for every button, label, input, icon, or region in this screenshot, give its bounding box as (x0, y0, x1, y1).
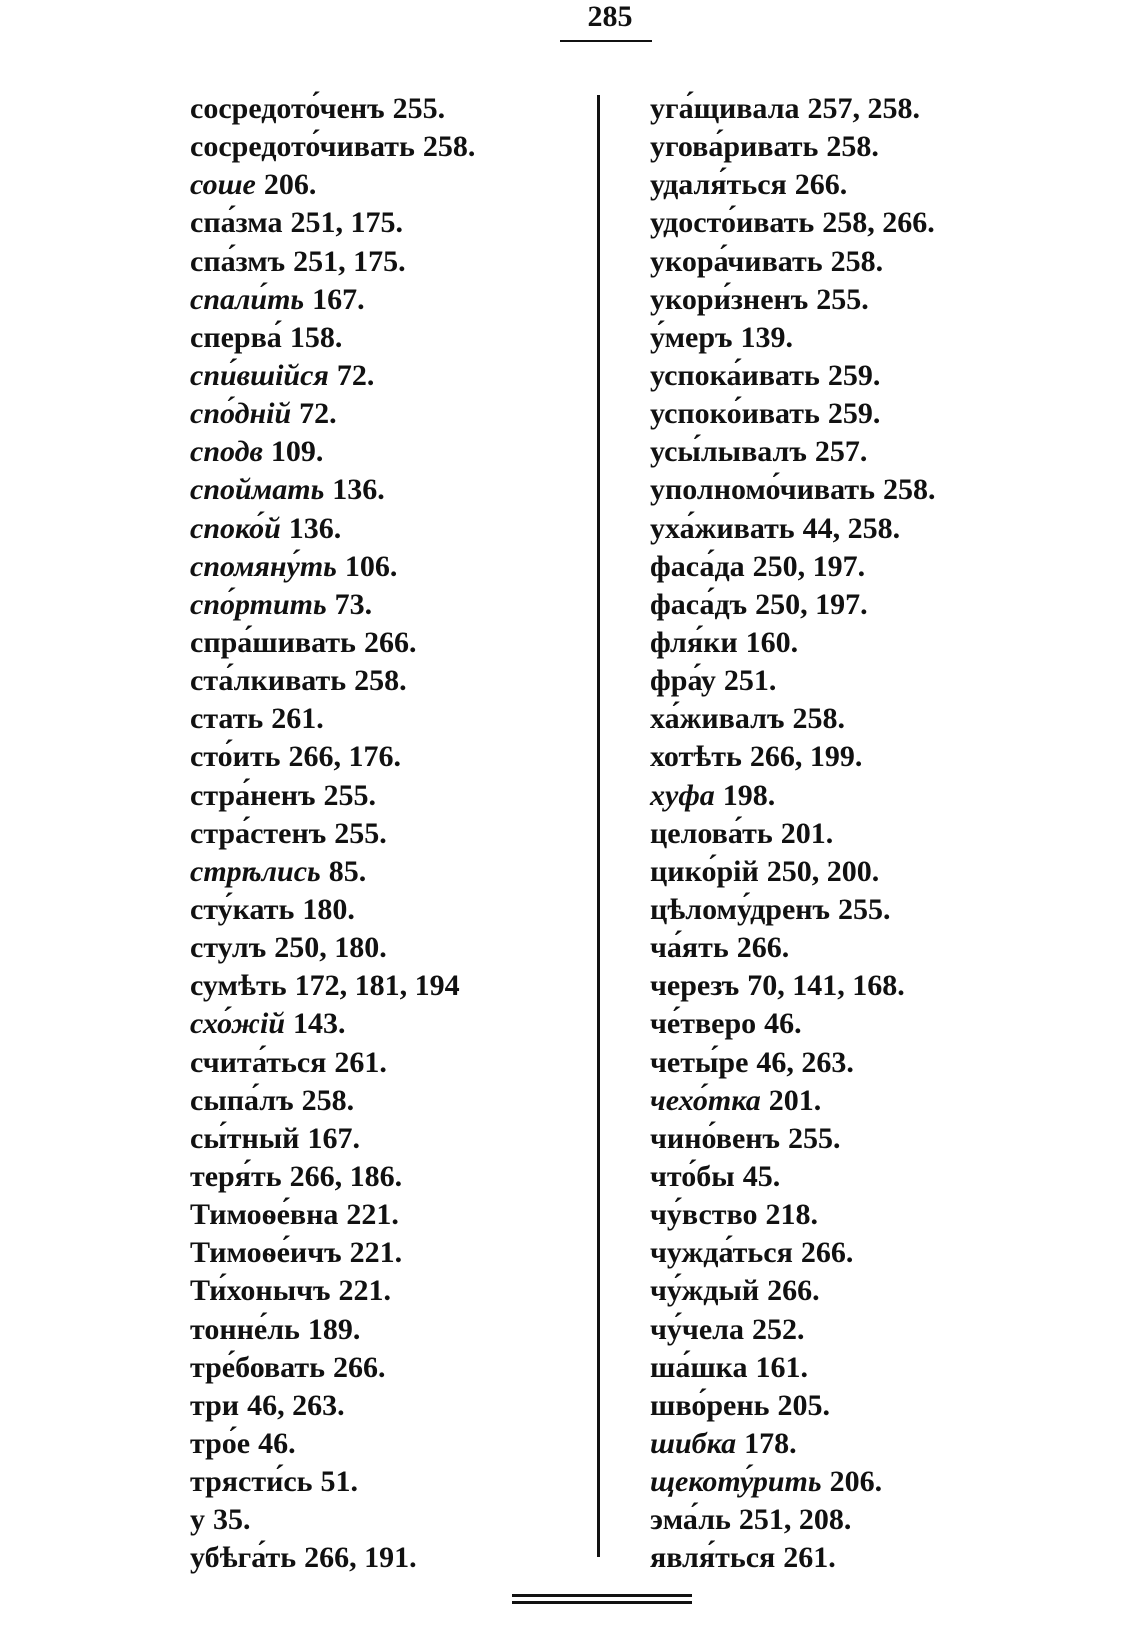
index-entry (650, 357, 1050, 395)
index-entry-page-refs: 251, 175. (290, 206, 403, 240)
index-entry-word: явля́ться (650, 1541, 776, 1575)
index-entry-page-refs: 251, 208. (738, 1503, 852, 1537)
index-entry (650, 510, 1050, 548)
index-entry (190, 319, 590, 357)
index-entry (190, 433, 590, 471)
index-entry-word: чу́ждый (650, 1274, 760, 1308)
end-double-rule-bottom (512, 1601, 692, 1604)
index-entry (190, 777, 590, 815)
index-entry-word: укора́чивать (650, 244, 823, 278)
index-entry-page-refs: 35. (213, 1503, 251, 1537)
index-entry-page-refs: 259. (827, 397, 881, 431)
index-entry-word: хуфа (650, 778, 715, 812)
index-entry (650, 815, 1050, 853)
index-entry-word: чу́чела (650, 1312, 744, 1346)
index-entry (190, 815, 590, 853)
index-entry-page-refs: 167. (307, 1121, 360, 1155)
index-entry-word: стра́стенъ (190, 816, 327, 850)
index-entry-word: спа́змъ (190, 244, 286, 278)
index-entry (190, 1501, 590, 1539)
index-entry (650, 1158, 1050, 1196)
index-entry-page-refs: 266, 199. (749, 740, 863, 774)
index-entry-word: ша́шка (650, 1350, 748, 1384)
index-entry-word: фля́ки (650, 625, 738, 659)
index-entry (650, 777, 1050, 815)
index-entry-page-refs: 257, 258. (807, 92, 921, 125)
index-entry-word: Тимоѳе́вна (190, 1198, 339, 1232)
index-entry (650, 1196, 1050, 1234)
index-entry (190, 929, 590, 967)
index-entry (190, 395, 590, 433)
index-entry-page-refs: 46. (764, 1007, 802, 1041)
index-entry-page-refs: 266, 191. (304, 1541, 417, 1575)
index-entry-page-refs: 250, 200. (766, 854, 880, 888)
index-entry-page-refs: 189. (307, 1312, 361, 1346)
index-entry (190, 90, 590, 128)
index-entry (190, 1387, 590, 1425)
index-entry-page-refs: 258. (882, 473, 936, 507)
index-entry-word: уполномо́чивать (650, 473, 875, 507)
index-entry-page-refs: 258. (422, 130, 476, 164)
index-entry (650, 1539, 1050, 1577)
index-entry-page-refs: 201. (768, 1083, 822, 1117)
index-entry-word: шибка (650, 1426, 737, 1460)
index-entry (650, 967, 1050, 1005)
index-entry-word: споймать (190, 473, 325, 507)
index-entry-word: трясти́сь (190, 1465, 313, 1499)
index-entry-word: сподв (190, 435, 263, 469)
index-entry (650, 662, 1050, 700)
index-entry-page-refs: 266. (333, 1350, 386, 1384)
index-entry-word: успоко́ивать (650, 397, 820, 431)
index-entry-word: спа́зма (190, 206, 283, 240)
index-entry (650, 891, 1050, 929)
index-entry-page-refs: 250, 197. (755, 587, 868, 621)
index-entry-word: сумѣть (190, 969, 287, 1003)
index-entry-word: уха́живать (650, 511, 795, 545)
index-entry (650, 166, 1050, 204)
index-entry (650, 90, 1050, 128)
index-entry-word: сту́кать (190, 892, 295, 926)
index-entry-word: Тимоѳе́ичъ (190, 1236, 342, 1270)
index-entry-word: сыпа́лъ (190, 1083, 294, 1117)
index-entry-page-refs: 258, 266. (822, 206, 935, 240)
index-entry-page-refs: 206. (263, 168, 317, 202)
index-entry-page-refs: 106. (344, 549, 398, 583)
index-entry-word: хотѣть (650, 740, 742, 774)
index-entry (650, 1387, 1050, 1425)
index-entry-page-refs: 258. (301, 1083, 355, 1117)
index-entry (190, 1463, 590, 1501)
index-entry (650, 586, 1050, 624)
index-entry-word: фра́у (650, 664, 716, 698)
index-entry (650, 243, 1050, 281)
index-entry-page-refs: 172, 181, 194 (294, 969, 460, 1003)
index-entry (190, 1425, 590, 1463)
index-entry (190, 281, 590, 319)
index-entry-word: укори́зненъ (650, 282, 809, 316)
index-entry-page-refs: 72. (299, 397, 337, 431)
index-entry-word: спи́вшійся (190, 358, 329, 392)
index-entry-page-refs: 46, 263. (247, 1388, 345, 1422)
index-entry-word: цѣлому́дренъ (650, 892, 831, 926)
index-entry-word: фаса́да (650, 549, 745, 583)
index-entry-page-refs: 167. (312, 282, 365, 316)
index-entry (650, 128, 1050, 166)
index-entry (190, 891, 590, 929)
index-column-left (190, 90, 590, 1577)
index-entry (650, 548, 1050, 586)
index-entry-page-refs: 136. (332, 473, 385, 507)
index-entry-word: что́бы (650, 1159, 735, 1193)
index-entry-word: эма́ль (650, 1503, 731, 1537)
index-entry-word: спо́ртить (190, 587, 327, 621)
column-divider (597, 95, 600, 1557)
index-entry-word: сперва́ (190, 320, 282, 354)
index-entry (190, 204, 590, 242)
end-double-rule-top (512, 1594, 692, 1597)
index-entry-page-refs: 72. (336, 358, 375, 392)
index-entry-page-refs: 261. (783, 1541, 836, 1575)
index-entry-word: спра́шивать (190, 625, 356, 659)
index-entry (190, 471, 590, 509)
index-entry-page-refs: 51. (320, 1465, 359, 1499)
index-entry-page-refs: 221. (338, 1274, 392, 1308)
index-entry (190, 1158, 590, 1196)
index-entry-word: у́меръ (650, 320, 733, 354)
index-entry (650, 929, 1050, 967)
index-entry (650, 1082, 1050, 1120)
index-entry-page-refs: 46, 263. (756, 1045, 854, 1079)
index-entry-page-refs: 255. (838, 892, 891, 926)
index-entry-page-refs: 261. (271, 702, 324, 736)
index-entry-page-refs: 205. (777, 1388, 830, 1422)
index-entry-word: ста́лкивать (190, 664, 347, 698)
index-entry-page-refs: 266. (800, 1236, 854, 1270)
index-entry (190, 1196, 590, 1234)
index-entry-page-refs: 198. (722, 778, 776, 812)
index-entry-page-refs: 158. (289, 320, 343, 354)
index-entry-page-refs: 259. (827, 358, 881, 392)
index-entry-page-refs: 255. (788, 1121, 841, 1155)
index-entry (650, 1349, 1050, 1387)
index-entry-word: ха́живалъ (650, 702, 785, 736)
index-entry (190, 1272, 590, 1310)
index-entry (190, 624, 590, 662)
index-entry-word: чино́венъ (650, 1121, 781, 1155)
index-entry-word: че́тверо (650, 1007, 757, 1041)
index-entry-word: чужда́ться (650, 1236, 793, 1270)
index-entry-word: целова́ть (650, 816, 773, 850)
index-entry-page-refs: 180. (302, 892, 355, 926)
index-entry (650, 700, 1050, 738)
index-entry (190, 1234, 590, 1272)
index-entry-word: сы́тный (190, 1121, 300, 1155)
index-entry-word: стрѣлись (190, 854, 321, 888)
index-entry-page-refs: 109. (270, 435, 324, 469)
index-entry-page-refs: 46. (258, 1426, 296, 1460)
index-column-right (650, 90, 1050, 1577)
index-entry (190, 510, 590, 548)
index-entry-page-refs: 258. (792, 702, 845, 736)
index-entry-word: спо́днiй (190, 397, 292, 431)
page-number-underline (560, 40, 652, 42)
index-entry-word: сто́ить (190, 740, 281, 774)
index-entry-word: удаля́ться (650, 168, 787, 202)
index-entry-word: споко́й (190, 511, 281, 545)
index-entry (190, 1082, 590, 1120)
index-entry-word: стулъ (190, 931, 267, 965)
index-entry-page-refs: 70, 141, 168. (747, 969, 905, 1003)
index-entry (190, 967, 590, 1005)
index-entry (650, 1044, 1050, 1082)
index-entry-page-refs: 218. (765, 1198, 819, 1232)
index-entry-word: Ти́хонычъ (190, 1274, 331, 1308)
index-entry-page-refs: 258. (826, 130, 879, 164)
index-entry (650, 1120, 1050, 1158)
index-entry (190, 1311, 590, 1349)
index-entry-word: черезъ (650, 969, 740, 1003)
index-entry (190, 586, 590, 624)
index-entry-page-refs: 252. (751, 1312, 805, 1346)
index-entry-word: уга́щивала (650, 92, 800, 125)
index-entry-page-refs: 255. (334, 816, 387, 850)
index-entry-word: счита́ться (190, 1045, 327, 1079)
index-entry (190, 128, 590, 166)
index-entry (190, 1044, 590, 1082)
index-entry-page-refs: 251. (723, 664, 777, 698)
index-entry (190, 166, 590, 204)
index-entry-word: спомяну́ть (190, 549, 337, 583)
index-entry-page-refs: 266, 186. (289, 1159, 403, 1193)
index-entry-page-refs: 266. (767, 1274, 820, 1308)
index-entry-page-refs: 178. (744, 1426, 797, 1460)
index-entry-page-refs: 44, 258. (802, 511, 901, 545)
index-entry-page-refs: 255. (816, 282, 869, 316)
index-entry (190, 1005, 590, 1043)
index-entry-page-refs: 160. (745, 625, 799, 659)
index-entry-word: угова́ривать (650, 130, 819, 164)
index-entry-page-refs: 136. (288, 511, 342, 545)
index-entry-page-refs: 266, 176. (288, 740, 402, 774)
index-entry-word: тре́бовать (190, 1350, 325, 1384)
index-entry (190, 357, 590, 395)
index-entry-page-refs: 257. (814, 435, 868, 469)
index-entry-page-refs: 261. (334, 1045, 387, 1079)
index-entry-word: щекоту́рить (650, 1465, 822, 1499)
index-entry-page-refs: 143. (293, 1007, 346, 1041)
index-entry-page-refs: 266. (736, 931, 790, 965)
index-entry-word: три (190, 1388, 240, 1422)
index-entry (190, 700, 590, 738)
index-entry-word: спали́ть (190, 282, 305, 316)
index-entry (650, 395, 1050, 433)
index-entry-page-refs: 258. (830, 244, 884, 278)
index-entry (650, 319, 1050, 357)
index-entry-page-refs: 206. (829, 1465, 883, 1499)
index-entry-page-refs: 250, 180. (274, 931, 387, 965)
index-entry (650, 281, 1050, 319)
index-entry (650, 853, 1050, 891)
index-entry (650, 1311, 1050, 1349)
index-entry-word: ча́ять (650, 931, 729, 965)
index-entry-page-refs: 255. (323, 778, 376, 812)
index-entry-word: чехо́тка (650, 1083, 761, 1117)
index-entry-word: цико́рій (650, 854, 759, 888)
index-entry (190, 1349, 590, 1387)
index-entry-word: схо́жій (190, 1007, 286, 1041)
index-entry (650, 1501, 1050, 1539)
index-entry (650, 624, 1050, 662)
index-entry (190, 662, 590, 700)
index-entry-word: шво́рень (650, 1388, 770, 1422)
index-entry (650, 1272, 1050, 1310)
index-entry-word: фаса́дъ (650, 587, 748, 621)
index-entry (650, 738, 1050, 776)
index-entry (190, 853, 590, 891)
index-entry-word: сосредото́чивать (190, 130, 415, 164)
index-entry-page-refs: 139. (740, 320, 794, 354)
index-entry-page-refs: 258. (354, 664, 407, 698)
index-entry (190, 548, 590, 586)
index-entry-word: сосредото́ченъ (190, 92, 385, 125)
index-entry (650, 1234, 1050, 1272)
index-entry-word: теря́ть (190, 1159, 282, 1193)
index-entry-word: удосто́ивать (650, 206, 815, 240)
index-entry (650, 433, 1050, 471)
index-entry-word: успока́ивать (650, 358, 820, 392)
index-entry-page-refs: 266. (794, 168, 848, 202)
index-entry-word: четы́ре (650, 1045, 749, 1079)
index-entry-word: убѣга́ть (190, 1541, 297, 1575)
index-entry-word: усы́лывалъ (650, 435, 807, 469)
page-number: 285 (587, 0, 633, 33)
index-entry-page-refs: 73. (334, 587, 373, 621)
index-entry (190, 1120, 590, 1158)
index-entry (190, 1539, 590, 1577)
index-entry-page-refs: 251, 175. (293, 244, 406, 278)
index-entry-page-refs: 201. (780, 816, 834, 850)
index-entry-word: тонне́ль (190, 1312, 300, 1346)
index-entry-word: чу́вство (650, 1198, 758, 1232)
index-entry (190, 738, 590, 776)
index-entry-word: у (190, 1503, 205, 1537)
index-entry (650, 1463, 1050, 1501)
index-entry (650, 1005, 1050, 1043)
index-entry-page-refs: 85. (328, 854, 367, 888)
index-entry-page-refs: 250, 197. (752, 549, 866, 583)
index-entry-page-refs: 221. (349, 1236, 403, 1270)
index-entry-word: соше (190, 168, 256, 202)
index-entry (650, 471, 1050, 509)
index-entry (650, 1425, 1050, 1463)
index-entry-page-refs: 221. (346, 1198, 399, 1232)
index-entry-page-refs: 45. (742, 1159, 781, 1193)
index-entry-word: тро́е (190, 1426, 251, 1460)
index-entry-word: стра́ненъ (190, 778, 316, 812)
index-entry-page-refs: 161. (755, 1350, 808, 1384)
index-entry-page-refs: 266. (363, 625, 417, 659)
index-entry (650, 204, 1050, 242)
index-entry-word: стать (190, 702, 264, 736)
index-entry (190, 243, 590, 281)
index-entry-page-refs: 255. (392, 92, 446, 125)
